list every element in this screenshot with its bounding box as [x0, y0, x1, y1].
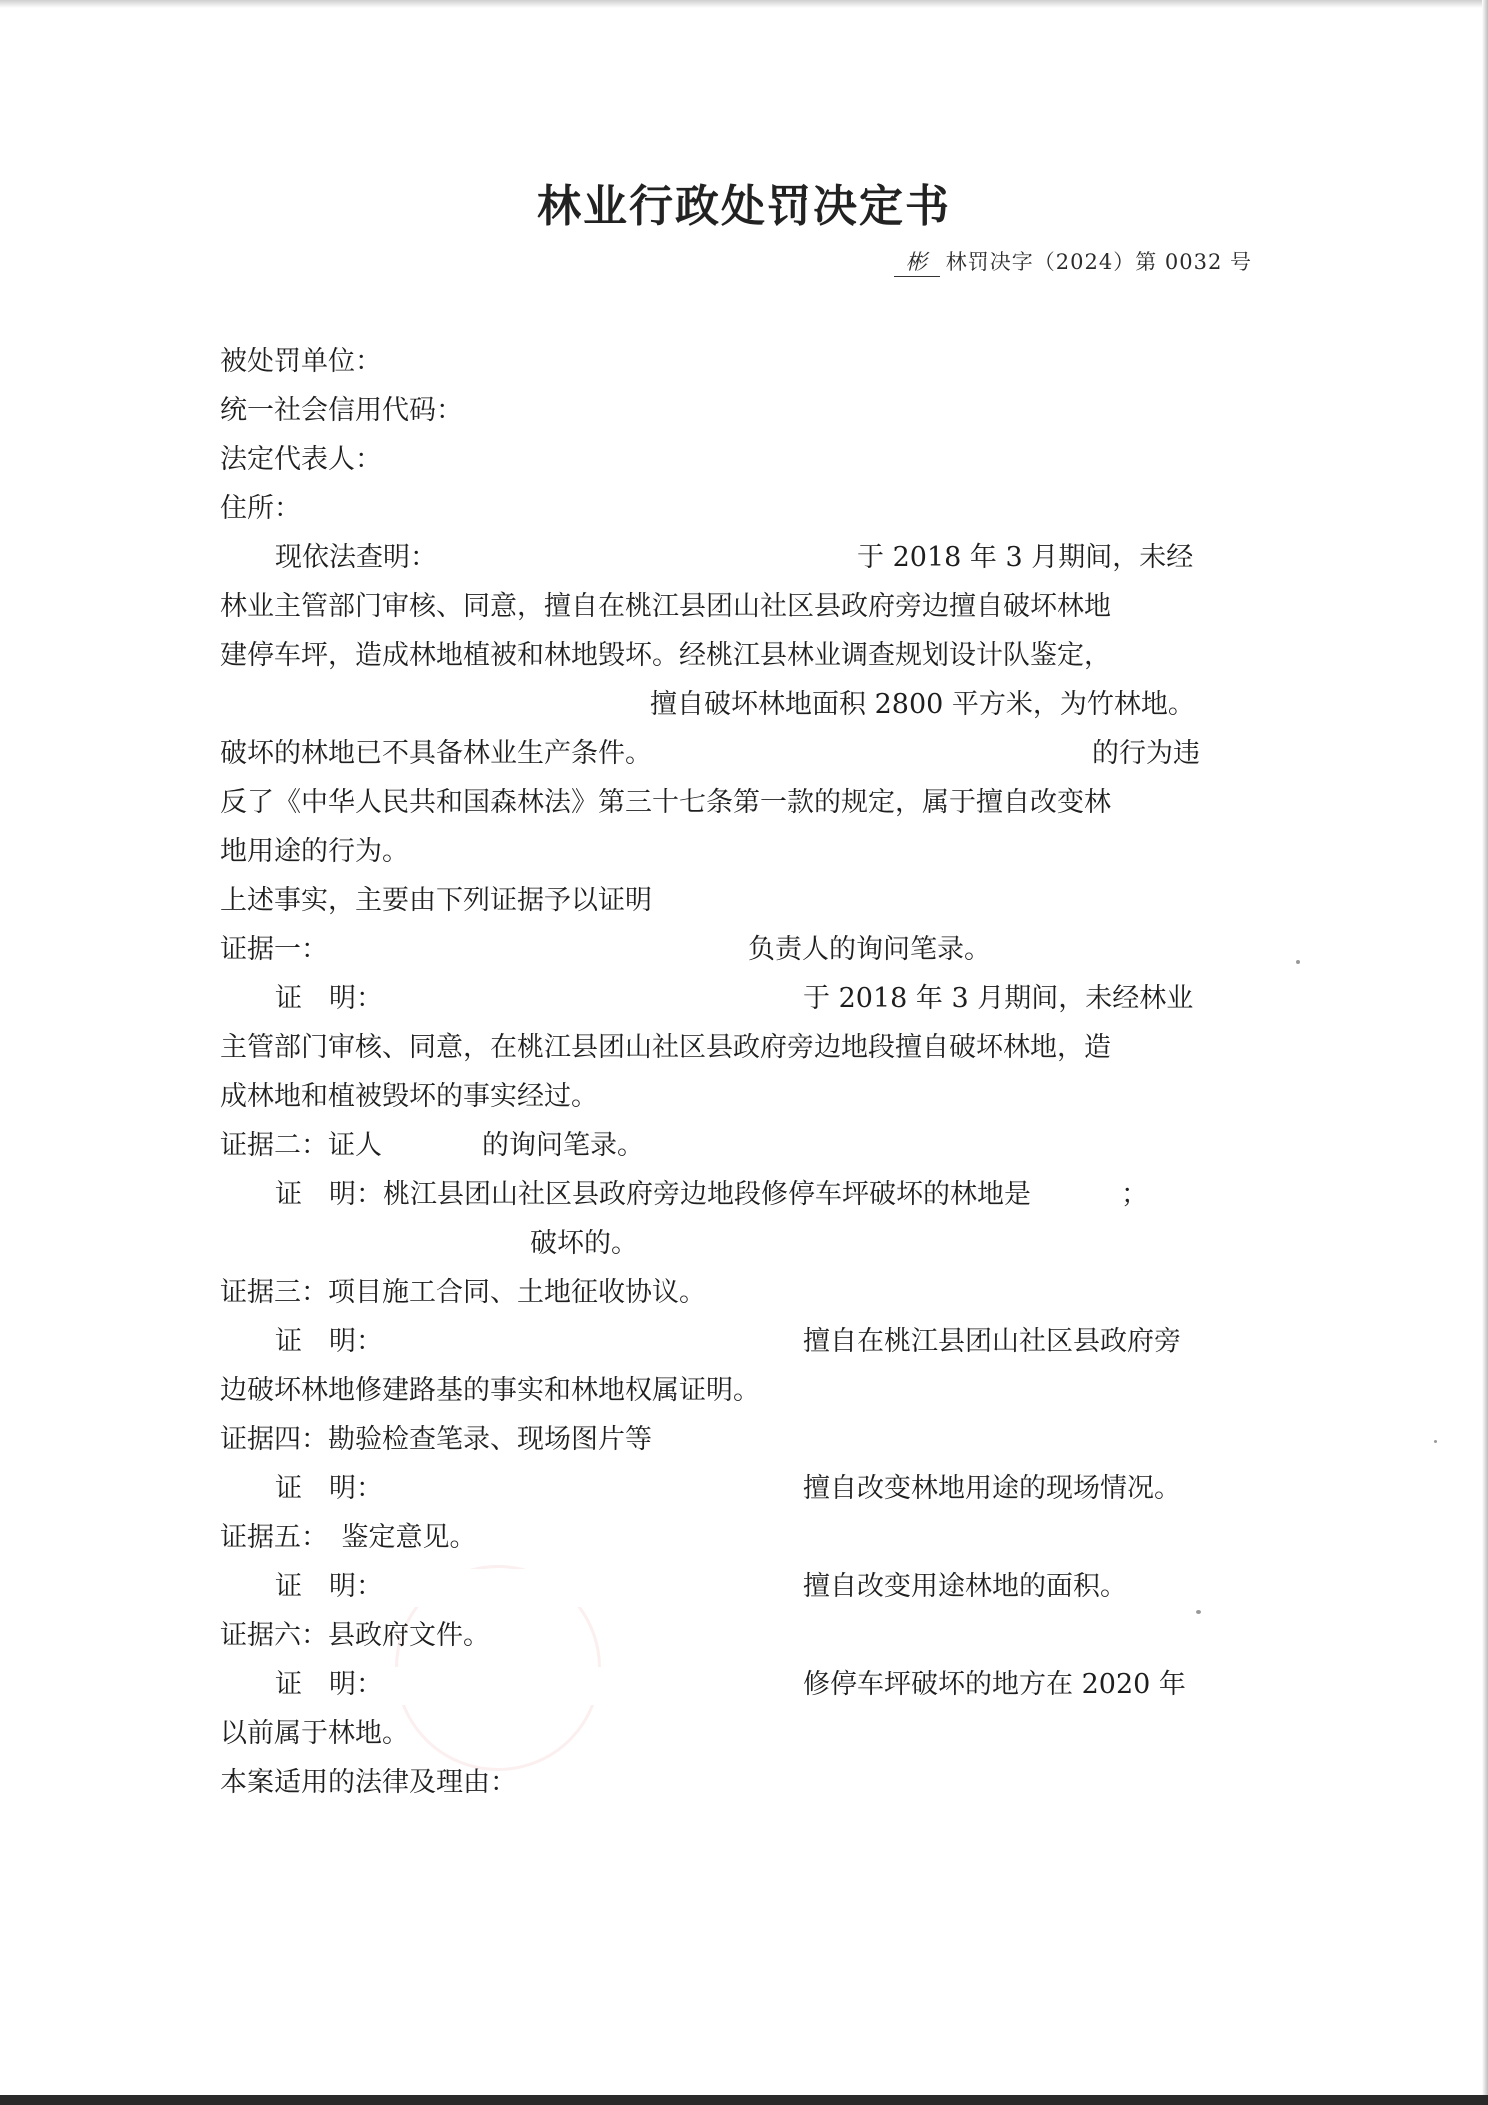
redacted-region — [382, 1128, 482, 1166]
scan-edge-top — [0, 0, 1488, 8]
redacted-region — [463, 393, 763, 431]
redacted-region — [220, 687, 650, 725]
redacted-region — [382, 344, 642, 382]
evidence-proof: 证 明： 修停车坪破坏的地方在 2020 年 — [220, 1660, 1260, 1709]
evidence-item: 证据三：项目施工合同、土地征收协议。 — [220, 1277, 706, 1308]
evidence-proof: 证 明： 于 2018 年 3 月期间，未经林业 — [220, 974, 1260, 1023]
scan-edge-right — [1482, 0, 1488, 2105]
redacted-region — [301, 491, 721, 529]
evidence-proof: 证 明： 擅自在桃江县团山社区县政府旁 — [220, 1317, 1260, 1366]
finding-line: 建停车坪，造成林地植被和林地毁坏。经桃江县林业调查规划设计队鉴定， — [220, 640, 1111, 671]
evidence-proof: 证 明：桃江县团山社区县政府旁边地段修停车坪破坏的林地是 ； — [220, 1170, 1260, 1219]
redacted-region — [1031, 1177, 1121, 1215]
finding-line: 擅自破坏林地面积 2800 平方米，为竹林地。 — [220, 680, 1260, 729]
finding-line: 破坏的林地已不具备林业生产条件。 的行为违 — [220, 729, 1260, 778]
redacted-region — [328, 932, 748, 970]
document-body — [220, 337, 1260, 1807]
evidence-item: 证据二：证人 的询问笔录。 — [220, 1121, 1260, 1170]
evidence-intro: 上述事实，主要由下列证据予以证明 — [220, 885, 652, 916]
document-number — [894, 246, 1252, 277]
document-number-text: 林罚决字（2024）第 0032 号 — [945, 250, 1252, 274]
field-address: 住所： — [220, 484, 1260, 533]
redacted-region — [383, 1569, 803, 1607]
evidence-proof: 主管部门审核、同意，在桃江县团山社区县政府旁边地段擅自破坏林地，造 — [220, 1032, 1111, 1063]
finding-line: 地用途的行为。 — [220, 836, 409, 867]
evidence-item: 证据四：勘验检查笔录、现场图片等 — [220, 1424, 652, 1455]
finding-line: 现依法查明： 于 2018 年 3 月期间，未经 — [220, 533, 1260, 582]
scan-speck — [1296, 960, 1300, 964]
field-penalized-unit: 被处罚单位： — [220, 337, 1260, 386]
redacted-region — [383, 981, 803, 1019]
finding-line: 反了《中华人民共和国森林法》第三十七条第一款的规定，属于擅自改变林 — [220, 787, 1111, 818]
evidence-proof: 破坏的。 — [220, 1219, 1260, 1268]
evidence-proof: 边破坏林地修建路基的事实和林地权属证明。 — [220, 1375, 760, 1406]
document-number-prefix: 彬 — [894, 246, 940, 277]
finding-line: 林业主管部门审核、同意，擅自在桃江县团山社区县政府旁边擅自破坏林地 — [220, 591, 1111, 622]
redacted-region — [220, 1226, 530, 1264]
redacted-region — [383, 1324, 803, 1362]
applicable-law-heading: 本案适用的法律及理由： — [220, 1767, 517, 1798]
evidence-item: 证据五： 鉴定意见。 — [220, 1522, 477, 1553]
evidence-item: 证据六：县政府文件。 — [220, 1620, 490, 1651]
evidence-proof: 以前属于林地。 — [220, 1718, 409, 1749]
evidence-proof: 成林地和植被毁坏的事实经过。 — [220, 1081, 598, 1112]
field-credit-code: 统一社会信用代码： — [220, 386, 1260, 435]
evidence-item: 证据一： 负责人的询问笔录。 — [220, 925, 1260, 974]
redacted-region — [382, 442, 502, 480]
evidence-proof: 证 明： 擅自改变用途林地的面积。 — [220, 1562, 1260, 1611]
redacted-region — [383, 1667, 803, 1705]
redacted-region — [437, 540, 857, 578]
evidence-proof: 证 明： 擅自改变林地用途的现场情况。 — [220, 1464, 1260, 1513]
redacted-region — [383, 1471, 803, 1509]
scan-edge-bottom — [0, 2095, 1488, 2105]
document-title: 林业行政处罚决定书 — [537, 181, 951, 232]
redacted-region — [652, 736, 1092, 774]
field-legal-representative: 法定代表人： — [220, 435, 1260, 484]
scan-speck — [1434, 1440, 1437, 1443]
